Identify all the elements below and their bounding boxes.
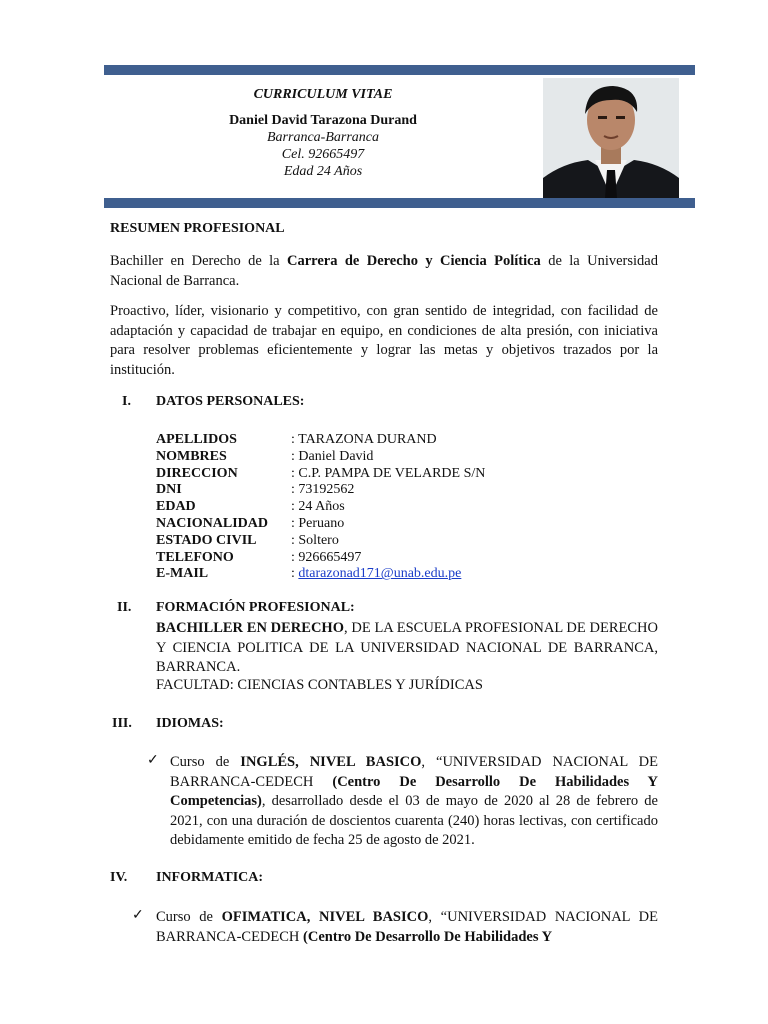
informatica-center: (Centro De Desarrollo De Habilidades Y bbox=[303, 928, 553, 945]
informatica-part-a: Curso de bbox=[156, 909, 222, 925]
personal-data-row bbox=[156, 550, 485, 567]
cv-name: Daniel David Tarazona Durand bbox=[229, 113, 417, 128]
email-colon: : bbox=[291, 566, 299, 582]
personal-data-row bbox=[156, 432, 485, 449]
resumen-paragraph-2: Proactivo, líder, visionario y competitivo, con gran sentido de integridad, con facilidad de adaptación y capacidad de trabajar en equipo, en condiciones de alta presión, con iniciativa para resolver problemas eficientemente y lograr las metas y objetivos trazados por la institución. bbox=[110, 303, 658, 378]
email-link[interactable]: dtarazonad171@unab.edu.pe bbox=[298, 566, 462, 582]
field-value: : Daniel David bbox=[291, 448, 374, 464]
section-2-title: FORMACIÓN PROFESIONAL: bbox=[156, 600, 355, 615]
section-1-title: DATOS PERSONALES: bbox=[156, 394, 305, 409]
idiomas-part-a: Curso de bbox=[170, 754, 241, 770]
personal-data-row bbox=[156, 533, 485, 550]
personal-data-table bbox=[156, 432, 485, 583]
field-value: : C.P. PAMPA DE VELARDE S/N bbox=[291, 465, 486, 481]
profile-photo-image bbox=[543, 78, 679, 198]
header-bottom-rule bbox=[104, 198, 695, 208]
email-row bbox=[156, 566, 485, 583]
formacion-facultad: FACULTAD: CIENCIAS CONTABLES Y JURÍDICAS bbox=[156, 677, 483, 693]
header-top-rule bbox=[104, 65, 695, 75]
resumen-paragraph-1 bbox=[110, 252, 658, 291]
informatica-paragraph bbox=[156, 908, 658, 947]
checkmark-icon: ✓ bbox=[147, 753, 159, 768]
section-4-number: IV. bbox=[110, 870, 128, 885]
cv-age: Edad 24 Años bbox=[283, 164, 363, 179]
field-value: : Peruano bbox=[291, 515, 345, 531]
checkmark-icon: ✓ bbox=[132, 908, 144, 923]
section-2-number: II. bbox=[117, 600, 132, 615]
informatica-course: OFIMATICA, NIVEL BASICO bbox=[221, 909, 429, 925]
field-label: APELLIDOS bbox=[156, 432, 237, 447]
field-label: TELEFONO bbox=[156, 549, 234, 565]
resumen-p1-start: Bachiller en Derecho de la bbox=[110, 253, 287, 269]
cv-location: Barranca-Barranca bbox=[267, 130, 379, 145]
field-label: ESTADO CIVIL bbox=[156, 532, 257, 548]
field-label: DIRECCION bbox=[156, 465, 238, 481]
section-4-title: INFORMATICA: bbox=[156, 870, 264, 885]
personal-data-row bbox=[156, 482, 485, 499]
field-label: DNI bbox=[156, 482, 182, 498]
idiomas-center: (Centro De Desarrollo De Habilidades Y Competencias) bbox=[170, 773, 659, 809]
resumen-p1-end: de la Universidad Nacional de Barranca. bbox=[110, 253, 658, 289]
resumen-p1-career: Carrera de Derecho y Ciencia Política bbox=[287, 253, 541, 269]
field-value: : Soltero bbox=[291, 532, 339, 548]
idiomas-part-c: , “UNIVERSIDAD NACIONAL DE BARRANCA-CEDECH bbox=[170, 754, 658, 790]
email-value-wrap bbox=[291, 566, 461, 583]
idiomas-paragraph bbox=[170, 753, 658, 851]
personal-data-row bbox=[156, 466, 485, 483]
field-value: : 24 Años bbox=[291, 499, 345, 515]
section-3-number: III. bbox=[112, 716, 132, 731]
field-value: : 926665497 bbox=[291, 549, 362, 565]
formacion-paragraph bbox=[156, 619, 658, 678]
field-label: NOMBRES bbox=[156, 448, 227, 464]
field-label: NACIONALIDAD bbox=[156, 515, 269, 531]
field-value: : TARAZONA DURAND bbox=[291, 432, 437, 447]
formacion-detail: , DE LA ESCUELA PROFESIONAL DE DERECHO Y CIENCIA POLITICA DE LA UNIVERSIDAD NACIONAL DE BARRANCA, BARRANCA. bbox=[156, 620, 658, 675]
cv-header bbox=[104, 75, 542, 180]
idiomas-course: INGLÉS, NIVEL BASICO bbox=[240, 754, 422, 770]
field-label: EDAD bbox=[156, 499, 196, 515]
section-3-title: IDIOMAS: bbox=[156, 716, 224, 731]
formacion-degree: BACHILLER EN DERECHO bbox=[156, 620, 344, 636]
profile-photo bbox=[543, 78, 679, 198]
email-label: E-MAIL bbox=[156, 566, 209, 582]
field-value: : 73192562 bbox=[291, 482, 355, 498]
cv-title: CURRICULUM VITAE bbox=[253, 87, 393, 102]
idiomas-part-e: , desarrollado desde el 03 de mayo de 2020 al 28 de febrero de 2021, con una duración de doscientos cuarenta (240) horas lectivas, con certificado debidamente emitido de fecha 25 de agosto de 2021. bbox=[170, 793, 658, 848]
informatica-part-c: , “UNIVERSIDAD NACIONAL DE BARRANCA-CEDECH bbox=[156, 909, 658, 945]
personal-data-row bbox=[156, 516, 485, 533]
resumen-title: RESUMEN PROFESIONAL bbox=[110, 221, 285, 236]
personal-data-row bbox=[156, 449, 485, 466]
cv-phone: Cel. 92665497 bbox=[281, 147, 365, 162]
section-1-number: I. bbox=[122, 394, 131, 409]
personal-data-row bbox=[156, 499, 485, 516]
